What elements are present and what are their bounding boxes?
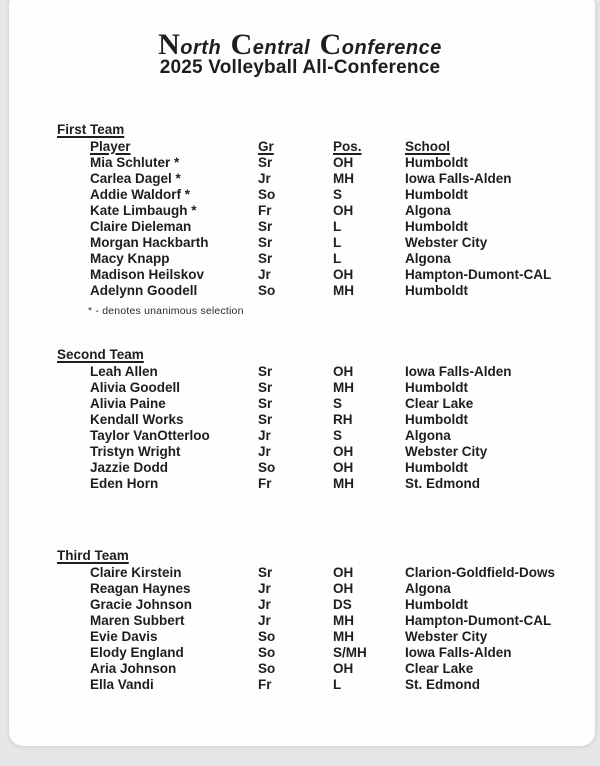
team-section-second bbox=[57, 346, 567, 492]
player-row bbox=[90, 677, 567, 693]
player-name: Alivia Goodell bbox=[90, 380, 181, 395]
player-position: RH bbox=[333, 412, 353, 427]
player-grade: Sr bbox=[258, 380, 273, 395]
player-row bbox=[90, 476, 567, 492]
player-name: Ella Vandi bbox=[90, 677, 154, 692]
player-name: Gracie Johnson bbox=[90, 597, 193, 612]
player-school: Humboldt bbox=[405, 187, 468, 202]
column-header-player: Player bbox=[90, 139, 131, 154]
player-row bbox=[90, 251, 567, 267]
player-grade: So bbox=[258, 460, 276, 475]
title-word: Conference bbox=[319, 28, 442, 61]
title-word: Central bbox=[230, 28, 311, 61]
column-header-row bbox=[90, 139, 567, 155]
player-school: Clear Lake bbox=[405, 396, 474, 411]
player-school: Webster City bbox=[405, 444, 488, 459]
player-grade: So bbox=[258, 187, 276, 202]
player-name: Claire Kirstein bbox=[90, 565, 182, 580]
player-school: Humboldt bbox=[405, 597, 468, 612]
player-grade: Jr bbox=[258, 581, 271, 596]
player-name: Maren Subbert bbox=[90, 613, 185, 628]
player-row bbox=[90, 364, 567, 380]
player-school: Humboldt bbox=[405, 460, 468, 475]
player-name: Taylor VanOtterloo bbox=[90, 428, 210, 443]
player-row bbox=[90, 235, 567, 251]
player-name: Madison Heilskov bbox=[90, 267, 205, 282]
player-row bbox=[90, 396, 567, 412]
player-row bbox=[90, 412, 567, 428]
player-row bbox=[90, 661, 567, 677]
player-position: S/MH bbox=[333, 645, 367, 660]
player-school: Iowa Falls-Alden bbox=[405, 364, 512, 379]
player-name: Kendall Works bbox=[90, 412, 184, 427]
player-position: L bbox=[333, 235, 342, 250]
player-school: Webster City bbox=[405, 235, 488, 250]
player-position: OH bbox=[333, 155, 354, 170]
player-row bbox=[90, 267, 567, 283]
player-row bbox=[90, 645, 567, 661]
team-title: Second Team bbox=[57, 347, 144, 362]
player-position: OH bbox=[333, 364, 354, 379]
player-grade: So bbox=[258, 629, 276, 644]
player-row bbox=[90, 171, 567, 187]
player-position: OH bbox=[333, 581, 354, 596]
player-row bbox=[90, 428, 567, 444]
player-school: Iowa Falls-Alden bbox=[405, 171, 512, 186]
player-grade: Sr bbox=[258, 219, 273, 234]
player-name: Alivia Paine bbox=[90, 396, 166, 411]
player-school: Algona bbox=[405, 428, 451, 443]
player-grade: Jr bbox=[258, 444, 271, 459]
player-position: MH bbox=[333, 171, 354, 186]
player-grade: So bbox=[258, 283, 276, 298]
player-name: Addie Waldorf * bbox=[90, 187, 190, 202]
document-subtitle: 2025 Volleyball All-Conference bbox=[159, 57, 441, 78]
player-school: Clarion-Goldfield-Dows bbox=[405, 565, 555, 580]
player-grade: Sr bbox=[258, 251, 273, 266]
player-grade: Fr bbox=[258, 677, 272, 692]
player-position: OH bbox=[333, 444, 354, 459]
player-name: Reagan Haynes bbox=[90, 581, 191, 596]
player-row bbox=[90, 581, 567, 597]
player-position: OH bbox=[333, 267, 354, 282]
team-section-third bbox=[57, 547, 567, 693]
player-grade: Sr bbox=[258, 565, 273, 580]
player-name: Eden Horn bbox=[90, 476, 159, 491]
player-position: OH bbox=[333, 565, 354, 580]
player-position: L bbox=[333, 219, 342, 234]
player-grade: Fr bbox=[258, 203, 272, 218]
player-name: Claire Dieleman bbox=[90, 219, 192, 234]
player-name: Elody England bbox=[90, 645, 184, 660]
column-header-position: Pos. bbox=[333, 139, 362, 154]
column-header-grade: Gr bbox=[258, 139, 274, 154]
player-school: Humboldt bbox=[405, 283, 468, 298]
player-grade: So bbox=[258, 661, 276, 676]
player-school: Algona bbox=[405, 251, 451, 266]
player-row bbox=[90, 565, 567, 581]
player-row bbox=[90, 629, 567, 645]
player-position: MH bbox=[333, 613, 354, 628]
player-name: Macy Knapp bbox=[90, 251, 170, 266]
player-name: Adelynn Goodell bbox=[90, 283, 198, 298]
player-school: St. Edmond bbox=[405, 677, 480, 692]
unanimous-selection-note: * - denotes unanimous selection bbox=[88, 305, 244, 317]
player-row bbox=[90, 380, 567, 396]
player-row bbox=[90, 613, 567, 629]
player-position: MH bbox=[333, 629, 354, 644]
player-school: Hampton-Dumont-CAL bbox=[405, 613, 552, 628]
team-title: First Team bbox=[57, 122, 125, 137]
player-grade: Sr bbox=[258, 155, 273, 170]
player-name: Tristyn Wright bbox=[90, 444, 181, 459]
player-school: Algona bbox=[405, 581, 451, 596]
player-row bbox=[90, 203, 567, 219]
player-school: Algona bbox=[405, 203, 451, 218]
player-school: Humboldt bbox=[405, 155, 468, 170]
player-grade: Sr bbox=[258, 396, 273, 411]
player-name: Aria Johnson bbox=[90, 661, 177, 676]
player-position: OH bbox=[333, 460, 354, 475]
player-grade: Jr bbox=[258, 171, 271, 186]
player-school: Hampton-Dumont-CAL bbox=[405, 267, 552, 282]
player-position: S bbox=[333, 396, 343, 411]
player-grade: Sr bbox=[258, 364, 273, 379]
player-grade: So bbox=[258, 645, 276, 660]
player-grade: Jr bbox=[258, 613, 271, 628]
player-school: Webster City bbox=[405, 629, 488, 644]
player-position: S bbox=[333, 187, 343, 202]
player-name: Mia Schluter * bbox=[90, 155, 180, 170]
player-position: MH bbox=[333, 380, 354, 395]
player-school: Humboldt bbox=[405, 380, 468, 395]
player-name: Morgan Hackbarth bbox=[90, 235, 209, 250]
player-grade: Jr bbox=[258, 428, 271, 443]
player-name: Leah Allen bbox=[90, 364, 158, 379]
player-row bbox=[90, 283, 567, 299]
player-grade: Jr bbox=[258, 597, 271, 612]
player-school: Iowa Falls-Alden bbox=[405, 645, 512, 660]
player-position: L bbox=[333, 251, 342, 266]
player-row bbox=[90, 460, 567, 476]
player-row bbox=[90, 219, 567, 235]
team-title: Third Team bbox=[57, 548, 129, 563]
player-school: Clear Lake bbox=[405, 661, 474, 676]
player-school: Humboldt bbox=[405, 412, 468, 427]
player-name: Evie Davis bbox=[90, 629, 158, 644]
player-name: Kate Limbaugh * bbox=[90, 203, 197, 218]
player-grade: Sr bbox=[258, 235, 273, 250]
player-grade: Sr bbox=[258, 412, 273, 427]
player-school: St. Edmond bbox=[405, 476, 480, 491]
player-position: L bbox=[333, 677, 342, 692]
player-position: MH bbox=[333, 476, 354, 491]
player-position: OH bbox=[333, 661, 354, 676]
title-word: North bbox=[158, 28, 222, 61]
player-position: DS bbox=[333, 597, 352, 612]
team-section-first bbox=[57, 121, 567, 299]
player-row bbox=[90, 597, 567, 613]
player-name: Carlea Dagel * bbox=[90, 171, 181, 186]
player-row bbox=[90, 187, 567, 203]
player-grade: Fr bbox=[258, 476, 272, 491]
player-row bbox=[90, 444, 567, 460]
player-row bbox=[90, 155, 567, 171]
player-name: Jazzie Dodd bbox=[90, 460, 169, 475]
column-header-school: School bbox=[405, 139, 451, 154]
player-grade: Jr bbox=[258, 267, 271, 282]
player-position: MH bbox=[333, 283, 354, 298]
player-school: Humboldt bbox=[405, 219, 468, 234]
player-position: S bbox=[333, 428, 343, 443]
player-position: OH bbox=[333, 203, 354, 218]
